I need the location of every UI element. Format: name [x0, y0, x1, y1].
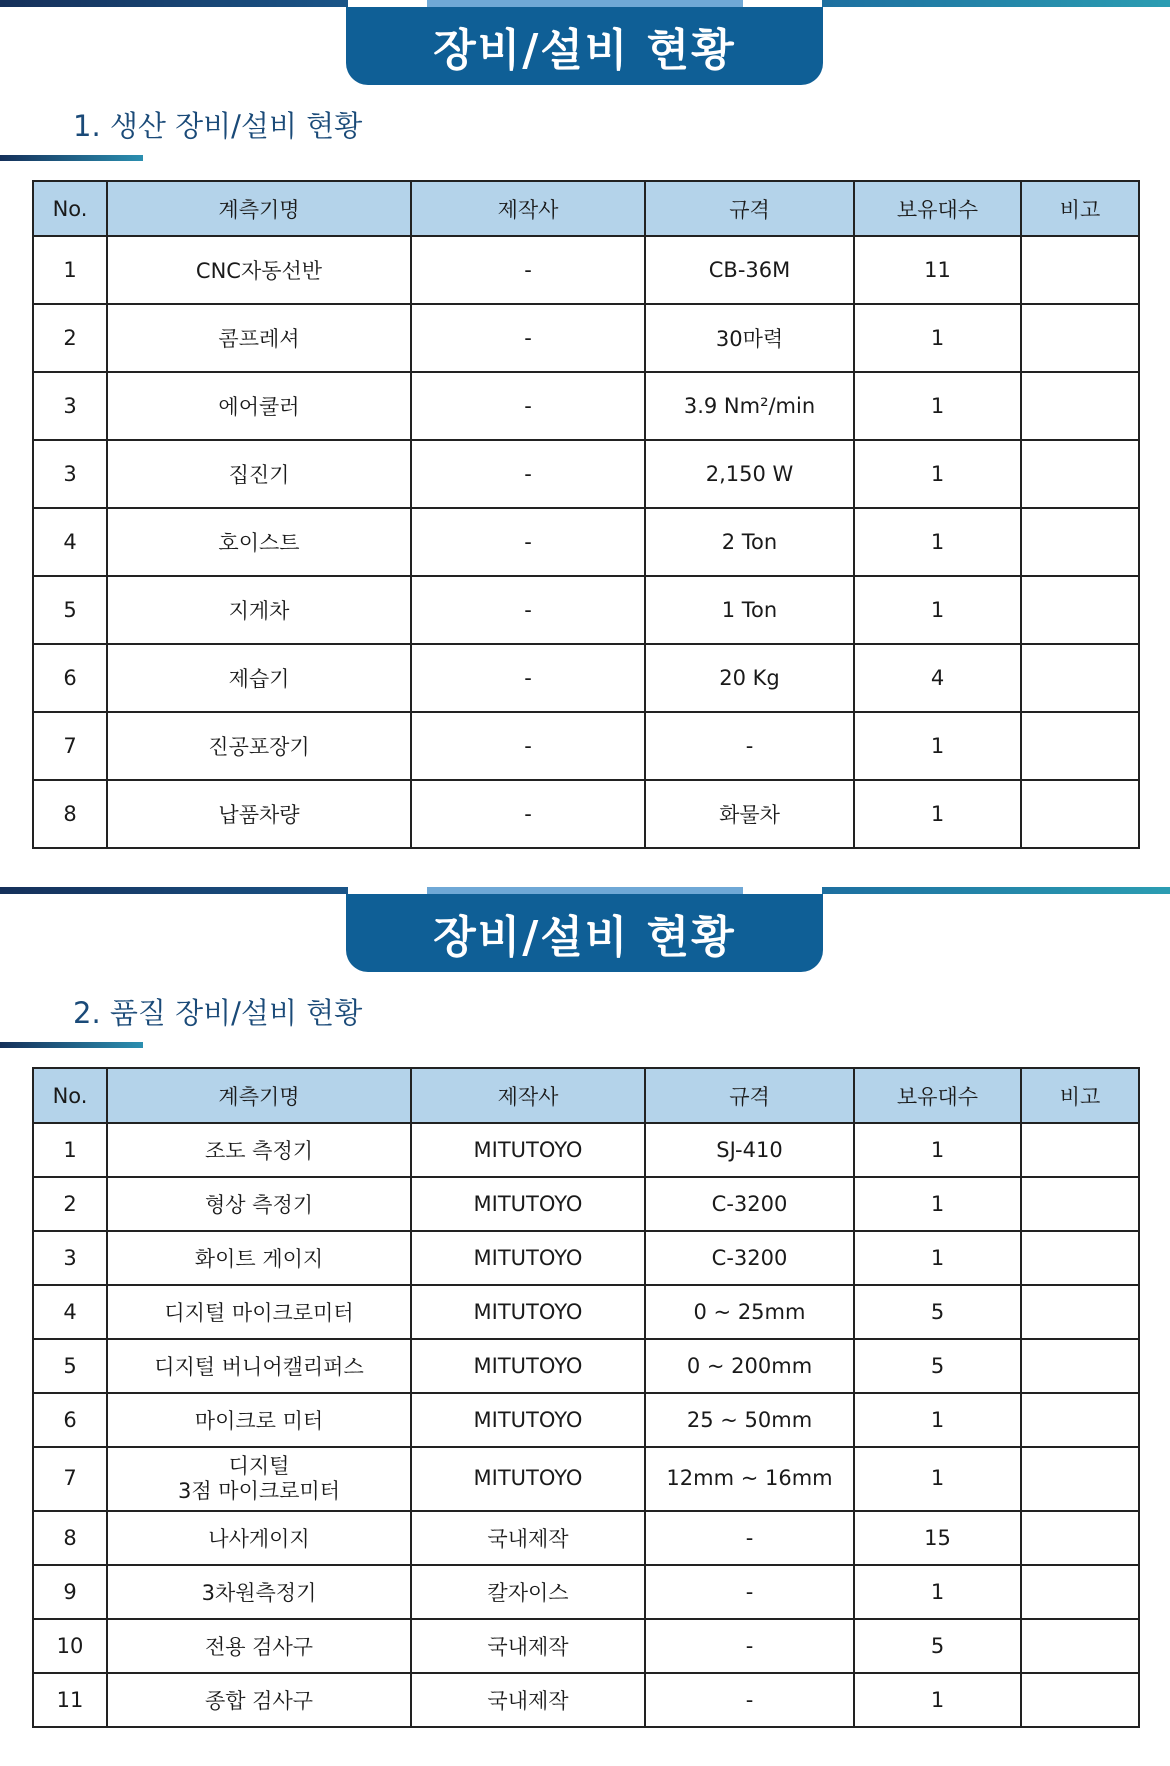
- cell-quantity: 1: [854, 576, 1021, 644]
- table-row: [33, 1339, 1139, 1393]
- cell-no: 5: [33, 576, 107, 644]
- cell-no: 9: [33, 1565, 107, 1619]
- table-row: [33, 576, 1139, 644]
- cell-instrument-name: 전용 검사구: [107, 1619, 411, 1673]
- cell-instrument-name: 진공포장기: [107, 712, 411, 780]
- table-row: [33, 1447, 1139, 1511]
- table-row: [33, 304, 1139, 372]
- cell-no: 8: [33, 780, 107, 848]
- top-divider-right: [822, 0, 1170, 7]
- quality-equipment-table: [32, 1067, 1140, 1728]
- top-divider-right: [822, 887, 1170, 894]
- cell-spec: 30마력: [645, 304, 854, 372]
- subtitle-underline: [0, 1042, 143, 1048]
- cell-no: 4: [33, 508, 107, 576]
- cell-remarks: [1021, 1285, 1139, 1339]
- column-header-instrument-name: 계측기명: [107, 181, 411, 236]
- cell-spec: 2,150 W: [645, 440, 854, 508]
- cell-remarks: [1021, 1673, 1139, 1727]
- cell-spec: 2 Ton: [645, 508, 854, 576]
- cell-remarks: [1021, 1177, 1139, 1231]
- cell-instrument-name: 마이크로 미터: [107, 1393, 411, 1447]
- cell-instrument-name: 지게차: [107, 576, 411, 644]
- table-row: [33, 1393, 1139, 1447]
- table-row: [33, 1565, 1139, 1619]
- table-row: [33, 780, 1139, 848]
- section-subtitle: 1. 생산 장비/설비 현황: [73, 109, 363, 143]
- cell-spec: C-3200: [645, 1231, 854, 1285]
- cell-instrument-name: 디지털 마이크로미터: [107, 1285, 411, 1339]
- cell-manufacturer: MITUTOYO: [411, 1177, 645, 1231]
- column-header-remarks: 비고: [1021, 181, 1139, 236]
- cell-remarks: [1021, 372, 1139, 440]
- cell-remarks: [1021, 1393, 1139, 1447]
- table-row: [33, 236, 1139, 304]
- section-banner: [346, 7, 823, 85]
- table-row: [33, 1123, 1139, 1177]
- cell-no: 3: [33, 440, 107, 508]
- column-header-spec: 규격: [645, 181, 854, 236]
- cell-spec: -: [645, 1673, 854, 1727]
- cell-manufacturer: -: [411, 780, 645, 848]
- table-row: [33, 372, 1139, 440]
- top-divider-left: [0, 887, 348, 894]
- cell-instrument-name: 형상 측정기: [107, 1177, 411, 1231]
- cell-spec: 3.9 Nm²/min: [645, 372, 854, 440]
- cell-remarks: [1021, 508, 1139, 576]
- cell-remarks: [1021, 236, 1139, 304]
- table-row: [33, 508, 1139, 576]
- cell-remarks: [1021, 1565, 1139, 1619]
- cell-manufacturer: -: [411, 440, 645, 508]
- cell-manufacturer: -: [411, 304, 645, 372]
- cell-spec: 화물차: [645, 780, 854, 848]
- cell-spec: 20 Kg: [645, 644, 854, 712]
- cell-spec: 0 ~ 200mm: [645, 1339, 854, 1393]
- cell-no: 6: [33, 1393, 107, 1447]
- cell-manufacturer: MITUTOYO: [411, 1123, 645, 1177]
- cell-spec: C-3200: [645, 1177, 854, 1231]
- cell-remarks: [1021, 576, 1139, 644]
- column-header-remarks: 비고: [1021, 1068, 1139, 1123]
- cell-instrument-name: 납품차량: [107, 780, 411, 848]
- cell-manufacturer: MITUTOYO: [411, 1285, 645, 1339]
- column-header-no: No.: [33, 181, 107, 236]
- cell-quantity: 15: [854, 1511, 1021, 1565]
- cell-no: 3: [33, 1231, 107, 1285]
- table-row: [33, 712, 1139, 780]
- table-row: [33, 644, 1139, 712]
- cell-instrument-name: 콤프레셔: [107, 304, 411, 372]
- cell-quantity: 5: [854, 1619, 1021, 1673]
- cell-instrument-name: CNC자동선반: [107, 236, 411, 304]
- cell-quantity: 1: [854, 508, 1021, 576]
- cell-no: 10: [33, 1619, 107, 1673]
- cell-remarks: [1021, 712, 1139, 780]
- column-header-instrument-name: 계측기명: [107, 1068, 411, 1123]
- column-header-manufacturer: 제작사: [411, 1068, 645, 1123]
- production-equipment-section: [0, 0, 1170, 880]
- cell-manufacturer: MITUTOYO: [411, 1447, 645, 1511]
- cell-quantity: 1: [854, 1673, 1021, 1727]
- cell-spec: 1 Ton: [645, 576, 854, 644]
- column-header-spec: 규격: [645, 1068, 854, 1123]
- cell-manufacturer: MITUTOYO: [411, 1339, 645, 1393]
- cell-no: 11: [33, 1673, 107, 1727]
- cell-no: 1: [33, 1123, 107, 1177]
- cell-spec: -: [645, 712, 854, 780]
- section-subtitle: 2. 품질 장비/설비 현황: [73, 996, 363, 1030]
- cell-remarks: [1021, 1511, 1139, 1565]
- subtitle-underline: [0, 155, 143, 161]
- cell-quantity: 1: [854, 1123, 1021, 1177]
- table-row: [33, 1231, 1139, 1285]
- cell-instrument-name: 제습기: [107, 644, 411, 712]
- cell-manufacturer: MITUTOYO: [411, 1393, 645, 1447]
- cell-instrument-name: 종합 검사구: [107, 1673, 411, 1727]
- cell-no: 4: [33, 1285, 107, 1339]
- cell-manufacturer: MITUTOYO: [411, 1231, 645, 1285]
- cell-remarks: [1021, 1447, 1139, 1511]
- cell-quantity: 1: [854, 1231, 1021, 1285]
- cell-spec: 0 ~ 25mm: [645, 1285, 854, 1339]
- cell-instrument-name: 집진기: [107, 440, 411, 508]
- top-divider-left: [0, 0, 348, 7]
- table-row: [33, 1177, 1139, 1231]
- cell-manufacturer: -: [411, 644, 645, 712]
- table-row: [33, 1285, 1139, 1339]
- cell-spec: -: [645, 1511, 854, 1565]
- column-header-no: No.: [33, 1068, 107, 1123]
- cell-manufacturer: 국내제작: [411, 1511, 645, 1565]
- cell-spec: -: [645, 1565, 854, 1619]
- cell-quantity: 1: [854, 440, 1021, 508]
- cell-remarks: [1021, 1123, 1139, 1177]
- cell-manufacturer: 국내제작: [411, 1619, 645, 1673]
- cell-instrument-name: 디지털 3점 마이크로미터: [107, 1447, 411, 1511]
- cell-quantity: 11: [854, 236, 1021, 304]
- cell-no: 3: [33, 372, 107, 440]
- cell-instrument-name: 호이스트: [107, 508, 411, 576]
- table-row: [33, 440, 1139, 508]
- cell-manufacturer: 국내제작: [411, 1673, 645, 1727]
- cell-spec: SJ-410: [645, 1123, 854, 1177]
- cell-remarks: [1021, 1619, 1139, 1673]
- cell-no: 2: [33, 304, 107, 372]
- cell-spec: 25 ~ 50mm: [645, 1393, 854, 1447]
- cell-remarks: [1021, 440, 1139, 508]
- cell-remarks: [1021, 1231, 1139, 1285]
- cell-remarks: [1021, 780, 1139, 848]
- section-banner: [346, 894, 823, 972]
- cell-spec: -: [645, 1619, 854, 1673]
- cell-manufacturer: -: [411, 508, 645, 576]
- cell-remarks: [1021, 1339, 1139, 1393]
- cell-quantity: 5: [854, 1339, 1021, 1393]
- cell-spec: CB-36M: [645, 236, 854, 304]
- cell-manufacturer: -: [411, 372, 645, 440]
- banner-title: 장비/설비 현황: [433, 912, 736, 963]
- cell-quantity: 1: [854, 1177, 1021, 1231]
- cell-quantity: 1: [854, 1565, 1021, 1619]
- table-row: [33, 1619, 1139, 1673]
- cell-manufacturer: -: [411, 712, 645, 780]
- cell-instrument-name: 화이트 게이지: [107, 1231, 411, 1285]
- cell-no: 1: [33, 236, 107, 304]
- cell-quantity: 1: [854, 1447, 1021, 1511]
- cell-spec: 12mm ~ 16mm: [645, 1447, 854, 1511]
- cell-no: 5: [33, 1339, 107, 1393]
- cell-instrument-name: 에어쿨러: [107, 372, 411, 440]
- cell-manufacturer: -: [411, 576, 645, 644]
- table-header-row: [33, 1068, 1139, 1123]
- table-header-row: [33, 181, 1139, 236]
- cell-quantity: 1: [854, 372, 1021, 440]
- cell-instrument-name: 디지털 버니어캘리퍼스: [107, 1339, 411, 1393]
- cell-manufacturer: -: [411, 236, 645, 304]
- cell-quantity: 1: [854, 712, 1021, 780]
- quality-equipment-section: [0, 887, 1170, 1766]
- cell-instrument-name: 나사게이지: [107, 1511, 411, 1565]
- cell-quantity: 1: [854, 1393, 1021, 1447]
- cell-quantity: 1: [854, 304, 1021, 372]
- cell-remarks: [1021, 304, 1139, 372]
- cell-no: 6: [33, 644, 107, 712]
- column-header-quantity: 보유대수: [854, 181, 1021, 236]
- cell-instrument-name: 조도 측정기: [107, 1123, 411, 1177]
- cell-quantity: 4: [854, 644, 1021, 712]
- table-row: [33, 1511, 1139, 1565]
- cell-no: 7: [33, 712, 107, 780]
- column-header-quantity: 보유대수: [854, 1068, 1021, 1123]
- production-equipment-table: [32, 180, 1140, 849]
- table-row: [33, 1673, 1139, 1727]
- cell-no: 7: [33, 1447, 107, 1511]
- cell-quantity: 1: [854, 780, 1021, 848]
- banner-title: 장비/설비 현황: [433, 25, 736, 76]
- cell-no: 2: [33, 1177, 107, 1231]
- cell-manufacturer: 칼자이스: [411, 1565, 645, 1619]
- cell-quantity: 5: [854, 1285, 1021, 1339]
- cell-instrument-name: 3차원측정기: [107, 1565, 411, 1619]
- column-header-manufacturer: 제작사: [411, 181, 645, 236]
- cell-no: 8: [33, 1511, 107, 1565]
- cell-remarks: [1021, 644, 1139, 712]
